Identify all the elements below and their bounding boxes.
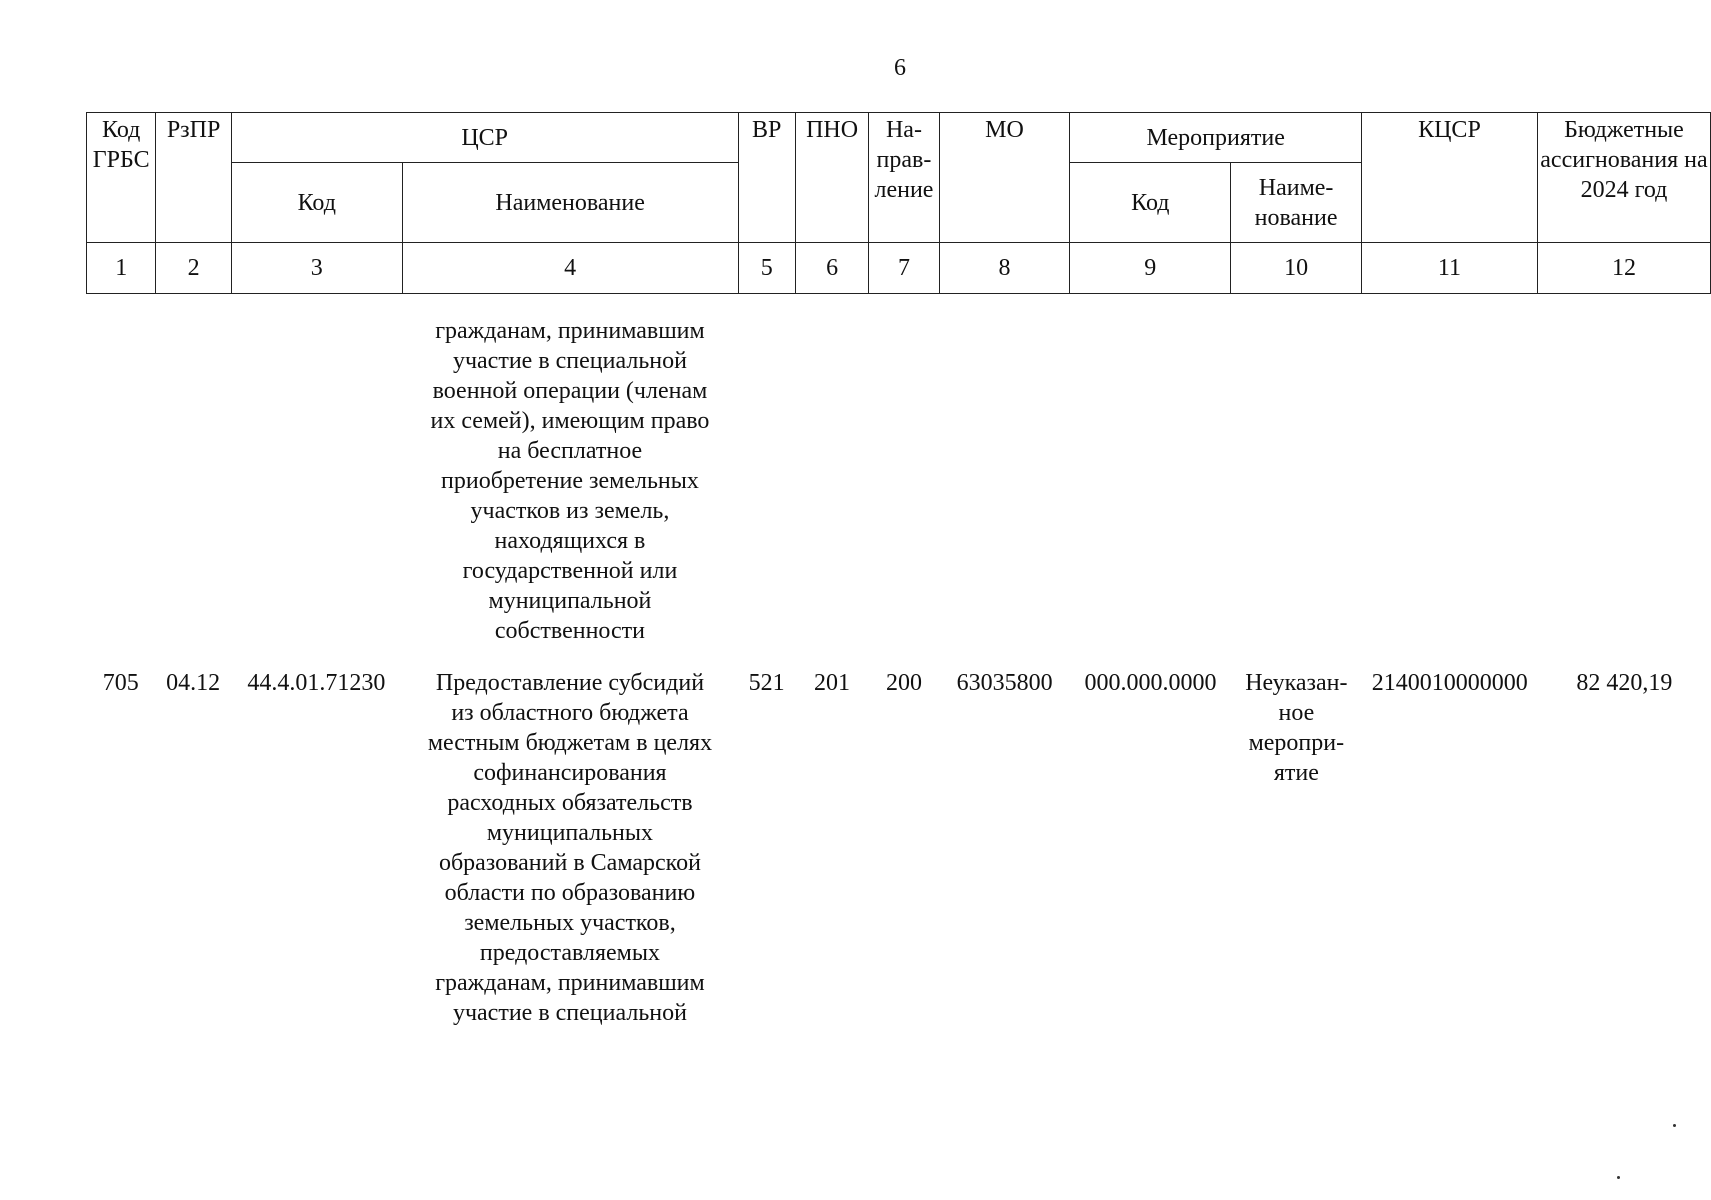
column-number: 3 bbox=[231, 243, 402, 294]
column-number: 8 bbox=[939, 243, 1070, 294]
table-row bbox=[86, 668, 1711, 1028]
column-number: 9 bbox=[1070, 243, 1231, 294]
column-number: 6 bbox=[795, 243, 868, 294]
cell-mo bbox=[939, 316, 1070, 668]
cell-mer-name bbox=[1231, 316, 1362, 668]
table-row bbox=[86, 316, 1711, 668]
column-number: 2 bbox=[156, 243, 231, 294]
column-number: 11 bbox=[1361, 243, 1537, 294]
cell-mer-kod: 000.000.0000 bbox=[1084, 670, 1217, 696]
cell-amount bbox=[1538, 316, 1711, 668]
column-number: 5 bbox=[738, 243, 795, 294]
cell-csr-kod: 44.4.01.71230 bbox=[247, 670, 386, 696]
header-csr-kod: Код bbox=[231, 163, 402, 243]
column-number: 4 bbox=[402, 243, 738, 294]
cell-kcsr bbox=[1362, 316, 1538, 668]
cell-csr-kod bbox=[231, 316, 402, 668]
column-number: 1 bbox=[87, 243, 156, 294]
cell-csr-name: гражданам, принимавшим участие в специальной военной операции (членам их семей), имеющим право на бесплатное приобретение земельных участков из земель, находящихся в государственной или муниципальной собственности bbox=[430, 318, 710, 644]
cell-csr-name: Предоставление субсидий из областного бюджета местным бюджетам в целях софинансирования расходных обязательств муниципальных образований в Самарской области по образованию земельных участков, предоставляемых гражданам, принимавшим участие в специальной bbox=[427, 670, 713, 1026]
header-vr: ВР bbox=[738, 113, 795, 243]
header-csr-name: Наименование bbox=[402, 163, 738, 243]
cell-vr: 521 bbox=[748, 670, 785, 696]
cell-mo: 63035800 bbox=[956, 670, 1053, 696]
header-kod-grbs: Код ГРБС bbox=[87, 113, 156, 243]
header-meropriyatie: Мероприятие bbox=[1070, 113, 1362, 163]
cell-mer-kod bbox=[1070, 316, 1231, 668]
cell-kod-grbs: 705 bbox=[102, 670, 139, 696]
header-kcsr: КЦСР bbox=[1361, 113, 1537, 243]
cell-pno bbox=[795, 316, 868, 668]
cell-kod-grbs bbox=[86, 316, 155, 668]
cell-kcsr: 2140010000000 bbox=[1371, 670, 1528, 696]
scan-speck bbox=[1617, 1176, 1620, 1179]
header-napravlenie: На- прав- ление bbox=[869, 113, 939, 243]
header-mer-kod: Код bbox=[1070, 163, 1231, 243]
budget-table-header bbox=[86, 112, 1711, 294]
scan-speck bbox=[1673, 1124, 1676, 1127]
header-mer-name: Наиме- нование bbox=[1231, 163, 1362, 243]
cell-rzpr bbox=[155, 316, 230, 668]
header-pno: ПНО bbox=[795, 113, 868, 243]
page-number: 6 bbox=[894, 55, 906, 81]
header-csr: ЦСР bbox=[231, 113, 738, 163]
column-number: 10 bbox=[1231, 243, 1362, 294]
cell-vr bbox=[738, 316, 795, 668]
budget-table-body bbox=[86, 316, 1711, 1028]
cell-napravlenie: 200 bbox=[885, 670, 922, 696]
header-mo: МО bbox=[939, 113, 1070, 243]
cell-mer-name: Неуказан- ное меропри- ятие bbox=[1245, 670, 1348, 786]
column-number: 12 bbox=[1537, 243, 1710, 294]
cell-amount: 82 420,19 bbox=[1576, 670, 1673, 696]
header-budget: Бюджетные ассигнования на 2024 год bbox=[1537, 113, 1710, 243]
cell-napravlenie bbox=[869, 316, 939, 668]
cell-pno: 201 bbox=[814, 670, 851, 696]
header-rzpr: РзПР bbox=[156, 113, 231, 243]
cell-rzpr: 04.12 bbox=[166, 670, 221, 696]
column-number: 7 bbox=[869, 243, 939, 294]
